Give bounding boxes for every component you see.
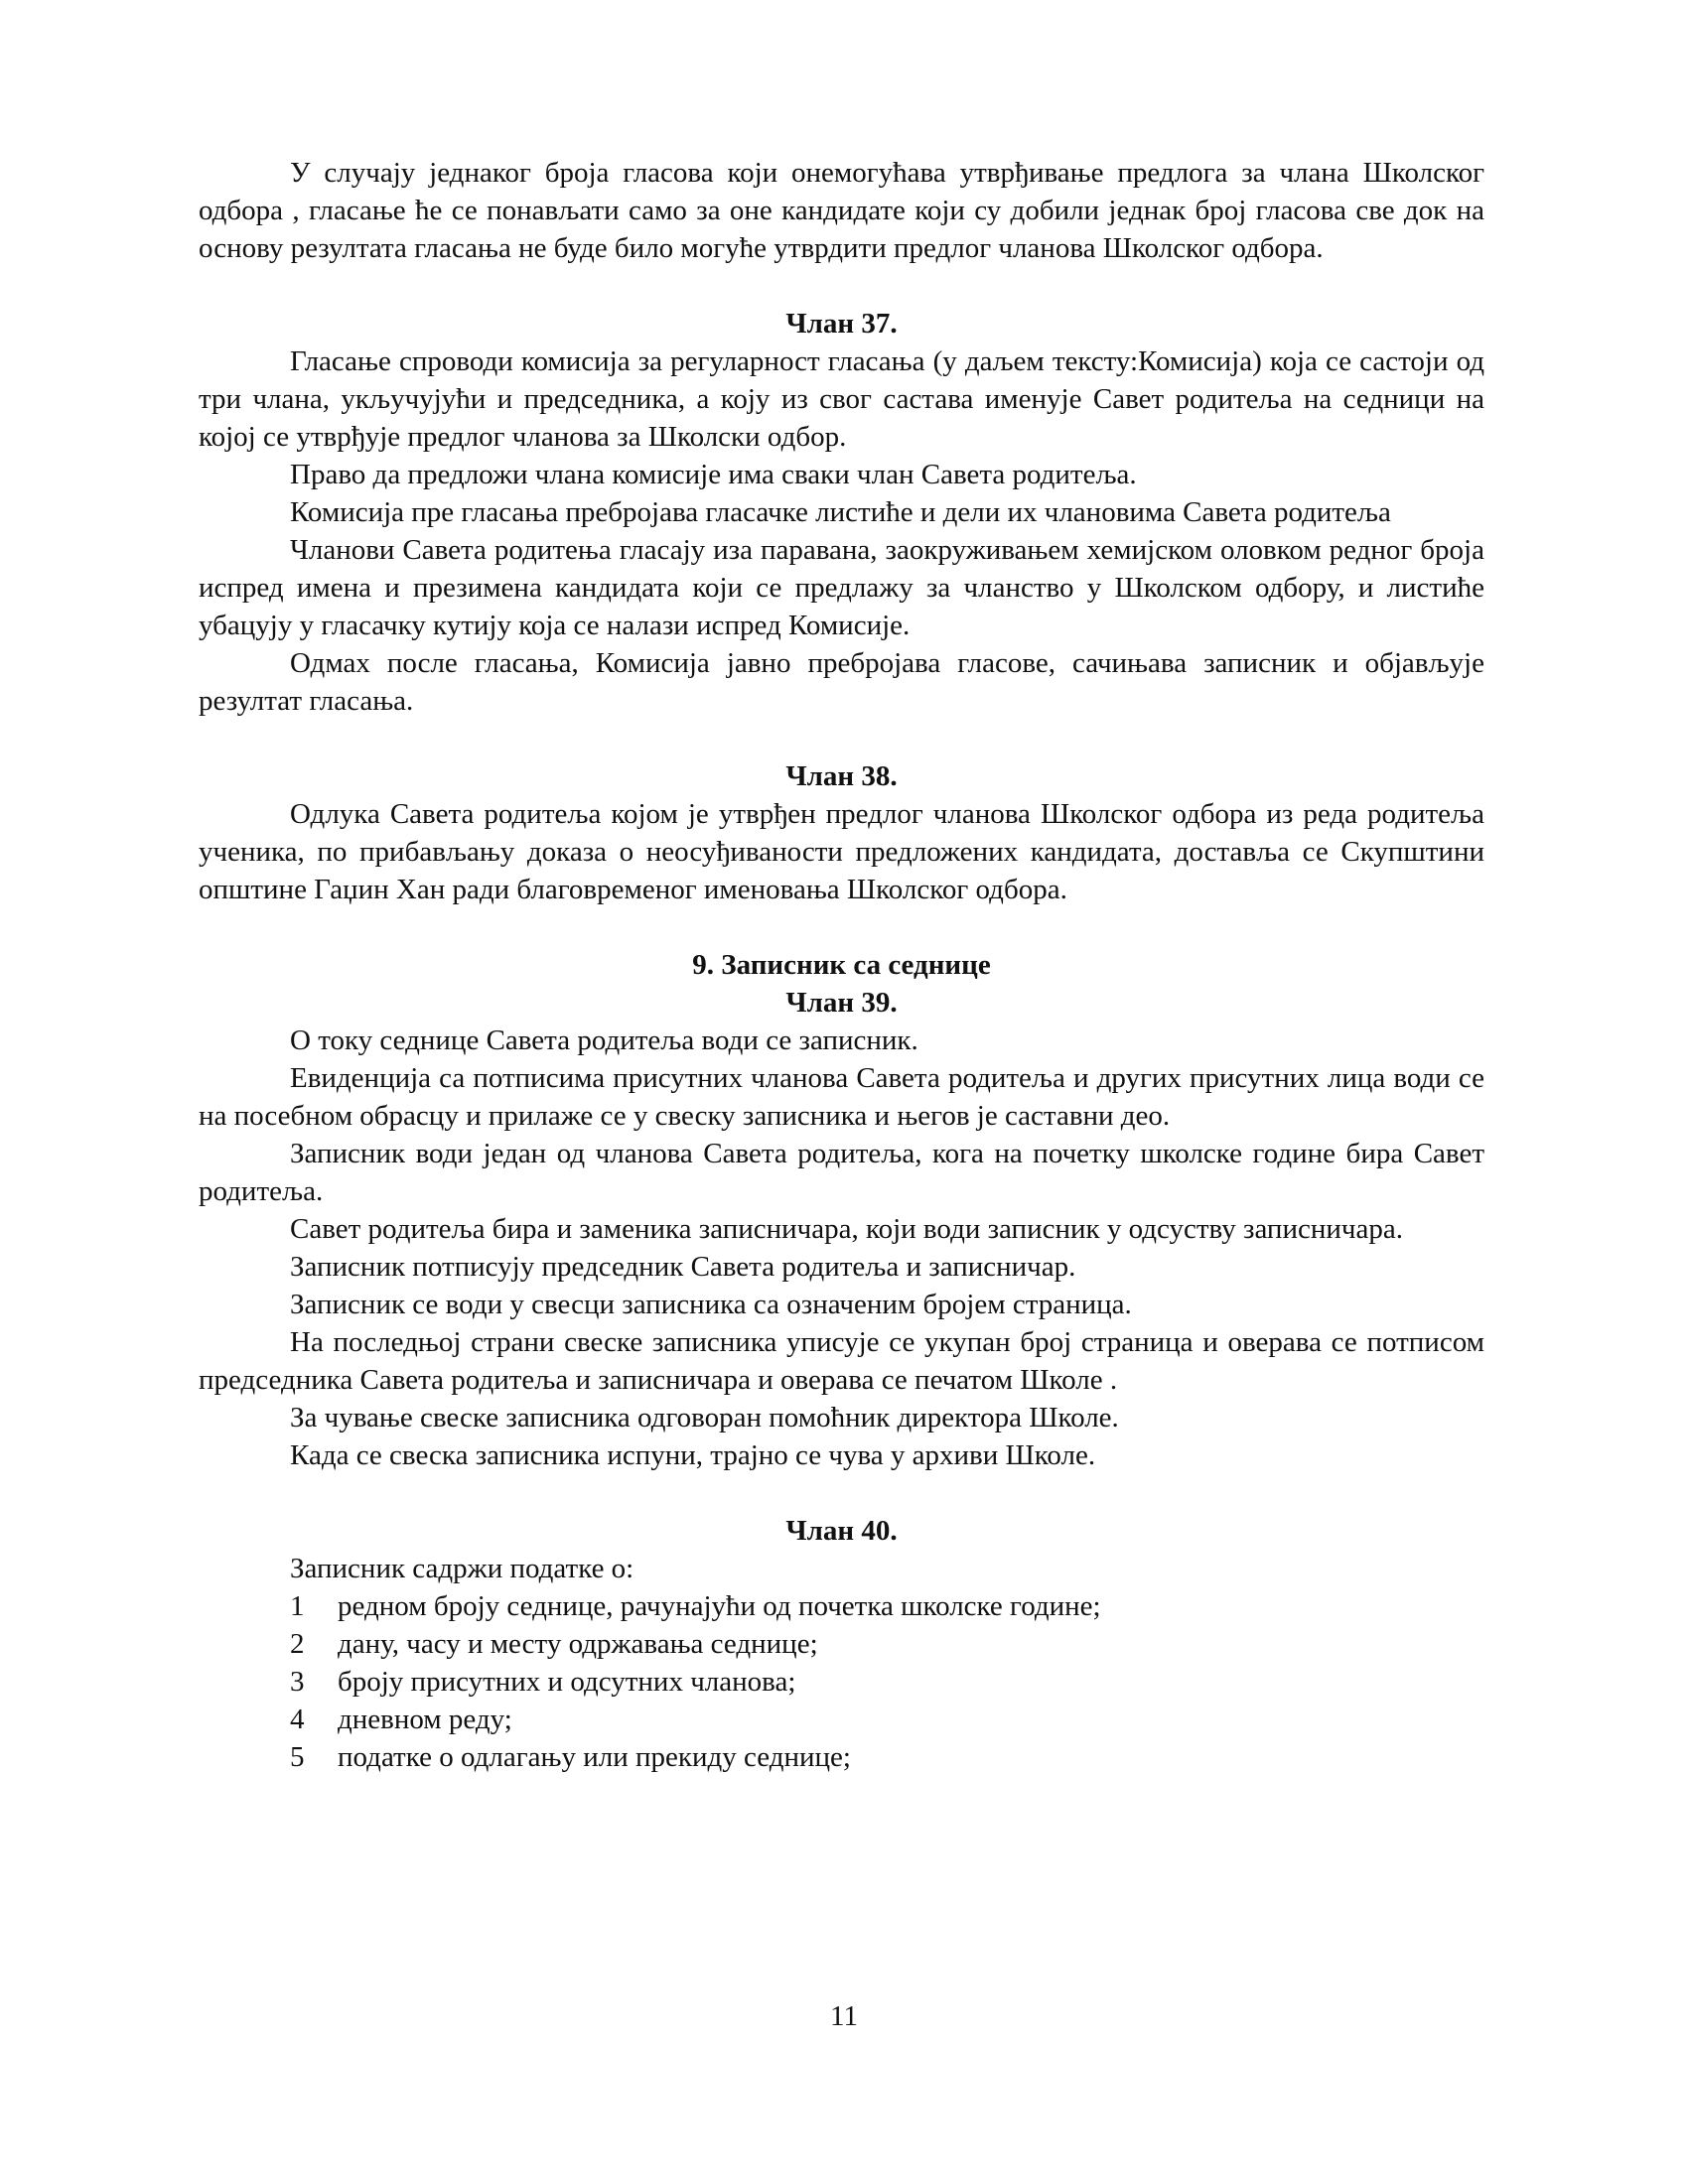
article-38-p1: Одлука Савета родитеља којом је утврђен предлог чланова Школског одбора из реда родитеља ученика, по прибављању доказа о неосуђиваности предложених кандидата, доставља се Скупштини општине Гаџин Хан ради благовременог именовања Школског одбора. [199,798,1484,905]
article-39-p4: Савет родитеља бира и заменика записничара, који води записник у одсуству записничара. [290,1213,1403,1245]
article-39-p7: На последњој страни свеске записника уписује се укупан број страница и оверава се потписом председника Савета родитеља и записничара и оверава се печатом Школе . [199,1326,1484,1396]
article-39-p3: Записник води један од чланова Савета родитеља, кога на почетку школске године бира Савет родитеља. [199,1138,1484,1207]
document-page [199,154,1484,1776]
paragraph-tie-vote: У случају једнаког броја гласова који онемогућава утврђивање предлога за члана Школског одбора , гласање ће се понављати само за оне кандидате који су добили једнак број гласова све док на основу резултата гласања не буде било могуће утврдити предлог чланова Школског одбора. [199,157,1484,264]
list-item: 4 дневном реду; [290,1704,512,1735]
article-39-p2: Евиденција са потписима присутних чланова Савета родитеља и других присутних лица води се на посебном обрасцу и прилаже се у свеску записника и његов је саставни део. [199,1062,1484,1132]
article-40-intro: Записник садржи податке о: [290,1553,634,1584]
article-37-p2: Право да предложи члана комисије има сваки члан Савета родитеља. [290,459,1137,490]
article-39-p8: За чување свеске записника одговоран помоћник директора Школе. [290,1402,1119,1433]
article-37-p3: Комисија пре гласања пребројава гласачке листиће и дели их члановима Савета родитеља [290,496,1391,528]
article-39-p5: Записник потписују председник Савета родитеља и записничар. [290,1251,1076,1283]
article-37-heading: Члан 37. [785,308,898,340]
section-9-title: 9. Записник са седнице [692,949,991,981]
article-39-p1: О току седнице Савета родитеља води се записник. [290,1024,918,1056]
article-40-heading: Члан 40. [785,1515,898,1547]
article-38-heading: Члан 38. [785,760,898,792]
list-item: 5 податке о одлагању или прекиду седнице; [290,1741,851,1773]
article-39-heading: Члан 39. [785,987,898,1019]
article-40-list [199,1587,1484,1776]
article-39-p9: Када се свеска записника испуни, трајно се чува у архиви Школе. [290,1439,1096,1471]
article-37-p1: Гласање спроводи комисија за регуларност гласања (у даљем тексту:Комисија) која се састоји од три члана, укључујући и председника, а коју из свог састава именује Савет родитеља на седници на којој се утврђује предлог чланова за Школски одбор. [199,345,1484,453]
article-37-p4: Чланови Савета родитења гласају иза паравана, заокруживањем хемијском оловком редног броја испред имена и презимена кандидата који се предлажу за чланство у Школском одбору, и листиће убацују у гласачку кутију која се налази испред Комисије. [199,534,1484,641]
article-37-p5: Одмах после гласања, Комисија јавно пребројава гласове, сачињава записник и објављује резултат гласања. [199,647,1484,717]
page-number: 11 [830,2000,858,2032]
article-39-p6: Записник се води у свесци записника са означеним бројем страница. [290,1289,1132,1320]
list-item: 1 редном броју седнице, рачунајући од почетка школске године; [290,1590,1101,1622]
list-item: 2 дану, часу и месту одржавања седнице; [290,1628,818,1660]
list-item: 3 броју присутних и одсутних чланова; [290,1666,796,1698]
